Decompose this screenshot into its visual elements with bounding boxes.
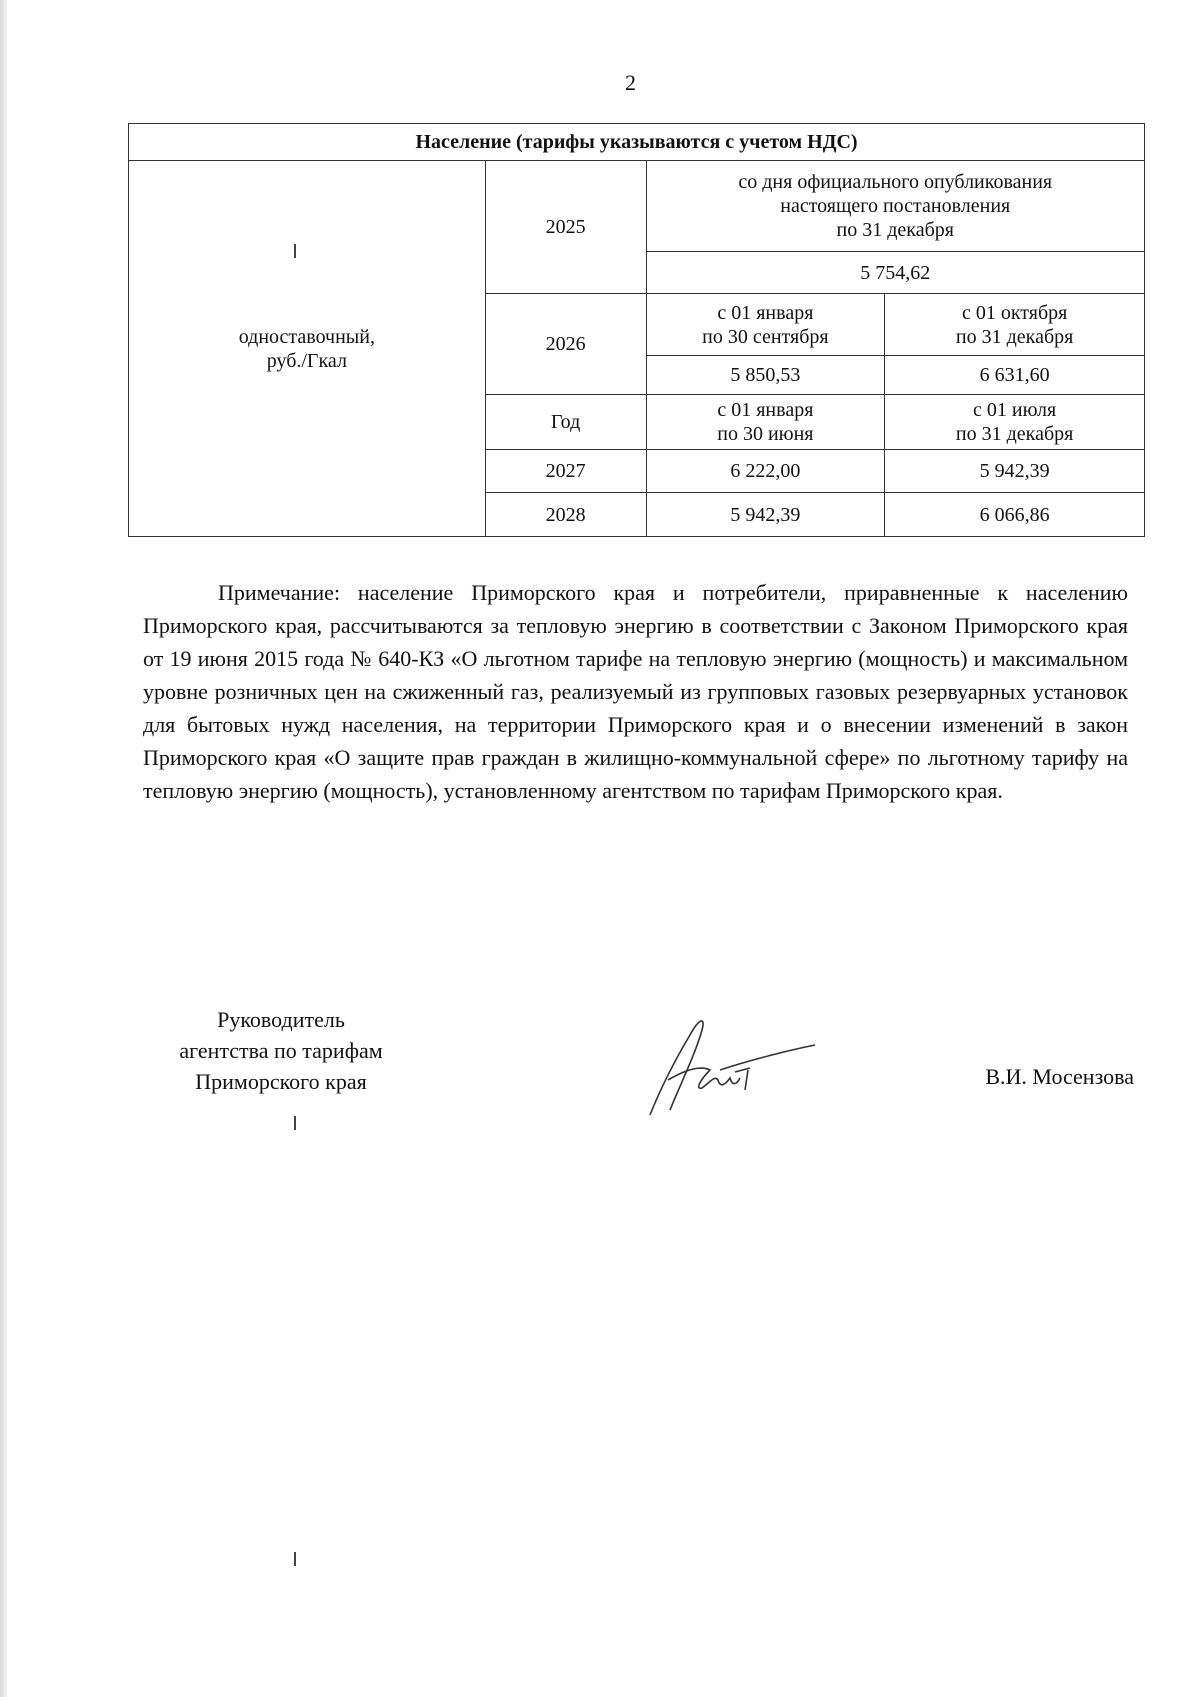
year-2026: 2026	[485, 294, 646, 395]
scan-mark	[294, 1552, 296, 1566]
rate-type-cell	[129, 161, 486, 537]
period-2025: со дня официального опубликования настоящего постановления по 31 декабря	[646, 161, 1145, 252]
scan-edge	[0, 0, 7, 1697]
row-value-1: 6 222,00	[646, 450, 885, 493]
value-2026-2: 6 631,60	[885, 356, 1145, 395]
table-header: Население (тарифы указываются с учетом НДС)	[129, 124, 1145, 161]
handwritten-signature	[640, 1010, 820, 1120]
signer-title-line: агентства по тарифам	[179, 1038, 383, 1063]
value-2026-1: 5 850,53	[646, 356, 885, 395]
rate-type: одноставочный,	[238, 325, 375, 348]
rate-unit: руб./Гкал	[266, 349, 347, 372]
period-header-1: с 01 января по 30 июня	[646, 395, 885, 450]
row-value-2: 6 066,86	[885, 493, 1145, 537]
row-value-2: 5 942,39	[885, 450, 1145, 493]
year-2025: 2025	[485, 161, 646, 294]
row-year: 2028	[485, 493, 646, 537]
row-year: 2027	[485, 450, 646, 493]
page-number: 2	[625, 70, 636, 95]
signer-title	[150, 1004, 412, 1097]
scan-mark	[294, 1116, 296, 1130]
year-column-label: Год	[485, 395, 646, 450]
scan-mark	[294, 244, 296, 258]
period-header-2: с 01 июля по 31 декабря	[885, 395, 1145, 450]
period-2026-1: с 01 января по 30 сентября	[646, 294, 885, 356]
row-value-1: 5 942,39	[646, 493, 885, 537]
period-2026-2: с 01 октября по 31 декабря	[885, 294, 1145, 356]
signer-name: В.И. Мосензова	[985, 1064, 1134, 1089]
signer-title-line: Руководитель	[217, 1007, 345, 1032]
signer-title-line: Приморского края	[195, 1069, 367, 1094]
value-2025: 5 754,62	[646, 252, 1145, 294]
tariff-table	[128, 123, 1145, 537]
note-paragraph: Примечание: население Приморского края и потребители, приравненные к населению Приморского края, рассчитываются за тепловую энергию в соответствии с Законом Приморского края от 19 июня 2015 года № 640-КЗ «О льготном тарифе на тепловую энергию (мощность) и максимальном уровне розничных цен на сжиженный газ, реализуемый из групповых газовых резервуарных установок для бытовых нужд населения, на территории Приморского края и о внесении изменений в закон Приморского края «О защите прав граждан в жилищно-коммунальной сфере» по льготному тарифу на тепловую энергию (мощность), установленному агентством по тарифам Приморского края.	[143, 580, 1128, 803]
